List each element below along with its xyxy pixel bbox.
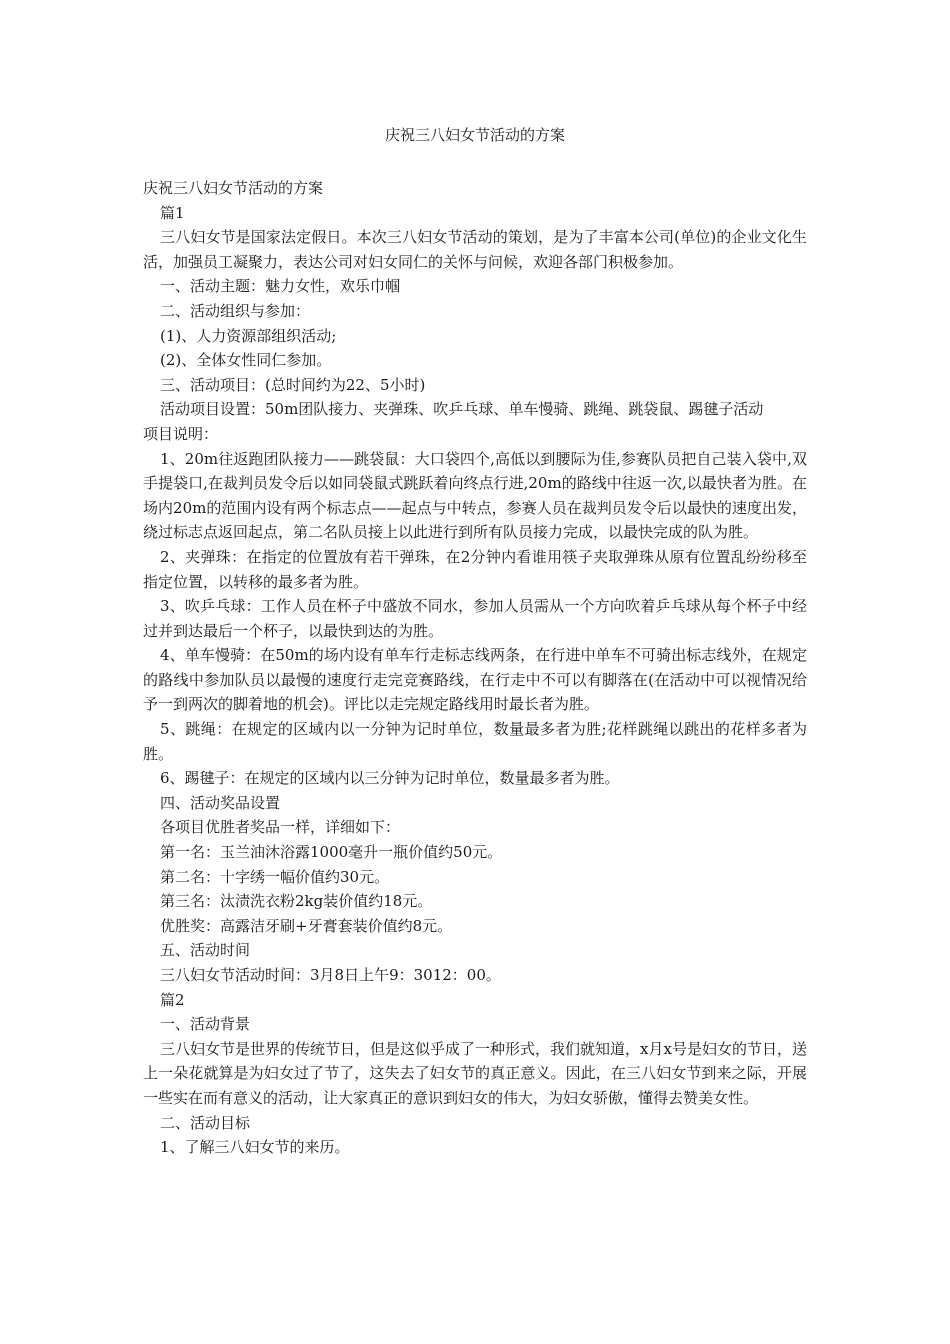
project-item-3: 3、吹乒乓球：工作人员在杯子中盛放不同水，参加人员需从一个方向吹着乒乓球从每个杯子中经过并到达最后一个杯子，以最快到达的为胜。 (143, 597, 807, 640)
prize-second: 第二名：十字绣一幅价值约30元。 (160, 867, 390, 886)
goals-heading: 二、活动目标 (160, 1113, 251, 1132)
document-title: 庆祝三八妇女节活动的方案 (384, 126, 565, 144)
prizes-heading: 四、活动奖品设置 (160, 793, 281, 812)
projects-setup: 活动项目设置：50m团队接力、夹弹珠、吹乒乓球、单车慢骑、跳绳、跳袋鼠、踢毽子活动 (160, 400, 764, 419)
prize-first: 第一名：玉兰油沐浴露1000毫升一瓶价值约50元。 (160, 843, 503, 862)
intro-paragraph: 三八妇女节是国家法定假日。本次三八妇女节活动的策划，是为了丰富本公司(单位)的企业文化生活，加强员工凝聚力，表达公司对妇女同仁的关怀与问候，欢迎各部门积极参加。 (143, 228, 807, 271)
prizes-intro: 各项目优胜者奖品一样，详细如下： (160, 818, 401, 837)
document-body (143, 176, 807, 1160)
background-paragraph: 三八妇女节是世界的传统节日，但是这似乎成了一种形式，我们就知道，x月x号是妇女的节日，送上一朵花就算是为妇女过了节了，这失去了妇女节的真正意义。因此，在三八妇女节到来之际，开展一些实在而有意义的活动，让大家真正的意识到妇女的伟大，为妇女骄傲，懂得去赞美女性。 (143, 1039, 807, 1107)
section-label-part1: 篇1 (160, 203, 185, 222)
organization-heading: 二、活动组织与参加： (160, 301, 311, 320)
project-item-1: 1、20m往返跑团队接力——跳袋鼠：大口袋四个,高低以到腰际为佳,参赛队员把自己装入袋中,双手提袋口,在裁判员发令后以如同袋鼠式跳跃着向终点行进,20m的路线中往返一次,以最快者为胜。在场内20m的范围内设有两个标志点——起点与中转点，参赛人员在裁判员发令后以最快的速度出发，绕过标志点返回起点，第二名队员接上以此进行到所有队员接力完成，以最快完成的队为胜。 (143, 449, 807, 542)
time-detail: 三八妇女节活动时间：3月8日上午9：3012：00。 (160, 966, 501, 984)
activity-theme: 一、活动主题：魅力女性，欢乐巾帼 (160, 277, 401, 296)
project-item-5: 5、跳绳：在规定的区域内以一分钟为记时单位，数量最多者为胜;花样跳绳以跳出的花样多者为胜。 (143, 720, 807, 763)
project-item-2: 2、夹弹珠：在指定的位置放有若干弹珠，在2分钟内看谁用筷子夹取弹珠从原有位置乱纷纷移至指定位置，以转移的最多者为胜。 (143, 547, 807, 591)
section-label-part2: 篇2 (160, 990, 185, 1009)
prize-merit: 优胜奖：高露洁牙刷+牙膏套装价值约8元。 (160, 916, 453, 935)
project-item-4: 4、单车慢骑：在50m的场内设有单车行走标志线两条，在行进中单车不可骑出标志线外，在规定的路线中参加队员以最慢的速度行走完竞赛路线，在行走中不可以有脚落在(在活动中可以视情况给予一到两次的脚着地的机会)。评比以走完规定路线用时最长者为胜。 (143, 646, 807, 714)
prize-third: 第三名：汰渍洗衣粉2kg装价值约18元。 (160, 892, 433, 911)
organization-item-1: (1)、人力资源部组织活动; (160, 326, 337, 345)
body-heading: 庆祝三八妇女节活动的方案 (143, 179, 324, 197)
projects-description-label: 项目说明： (143, 424, 219, 443)
organization-item-2: (2)、全体女性同仁参加。 (160, 351, 332, 370)
goal-item-1: 1、了解三八妇女节的来历。 (160, 1138, 350, 1157)
background-heading: 一、活动背景 (160, 1015, 251, 1034)
time-heading: 五、活动时间 (160, 941, 251, 960)
projects-heading: 三、活动项目：(总时间约为22、5小时) (160, 375, 426, 394)
project-item-6: 6、踢毽子：在规定的区域内以三分钟为记时单位，数量最多者为胜。 (160, 769, 620, 788)
